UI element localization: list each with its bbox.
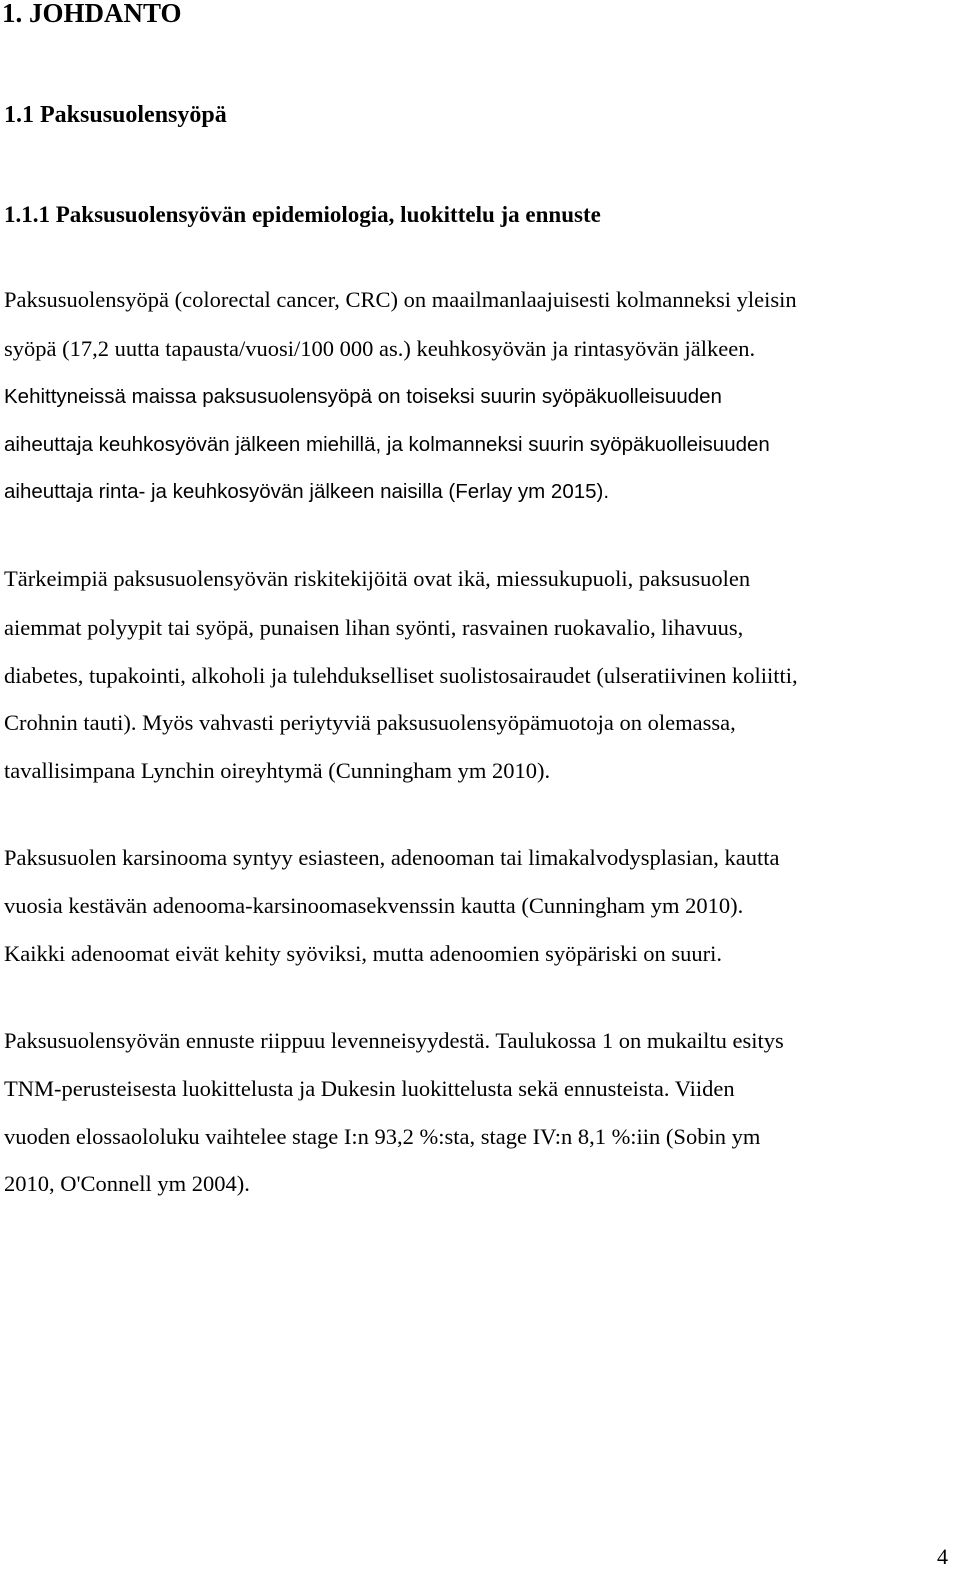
paragraph-line: Kehittyneissä maissa paksusuolensyöpä on toiseksi suurin syöpäkuolleisuuden [4,385,722,408]
paragraph-line: 2010, O'Connell ym 2004). [4,1171,250,1196]
paragraph-line: Paksusuolensyövän ennuste riippuu levenneisyydestä. Taulukossa 1 on mukailtu esitys [4,1028,784,1053]
paragraph-line: aiheuttaja rinta- ja keuhkosyövän jälkeen naisilla (Ferlay ym 2015). [4,480,610,503]
paragraph-line: Crohnin tauti). Myös vahvasti periytyviä paksusuolensyöpämuotoja on olemassa, [4,710,736,735]
paragraph-line: Kaikki adenoomat eivät kehity syöviksi, mutta adenoomien syöpäriski on suuri. [4,941,723,966]
paragraph-line: aiheuttaja keuhkosyövän jälkeen miehillä, ja kolmanneksi suurin syöpäkuolleisuuden [4,433,770,456]
paragraph-line: diabetes, tupakointi, alkoholi ja tulehdukselliset suolistosairaudet (ulseratiivinen koliitti, [4,663,798,688]
paragraph-line: Tärkeimpiä paksusuolensyövän riskitekijöitä ovat ikä, miessukupuoli, paksusuolen [4,566,751,591]
subsection-heading: 1.1.1 Paksusuolensyövän epidemiologia, luokittelu ja ennuste [4,202,601,227]
paragraph-line: syöpä (17,2 uutta tapausta/vuosi/100 000 as.) keuhkosyövän ja rintasyövän jälkeen. [4,336,756,361]
paragraph-line: Paksusuolensyöpä (colorectal cancer, CRC) on maailmanlaajuisesti kolmanneksi yleisin [4,287,797,312]
paragraph-line: aiemmat polyypit tai syöpä, punaisen lihan syönti, rasvainen ruokavalio, lihavuus, [4,615,744,640]
paragraph-line: vuosia kestävän adenooma-karsinoomasekvenssin kautta (Cunningham ym 2010). [4,893,744,918]
paragraph-line: Paksusuolen karsinooma syntyy esiasteen, adenooman tai limakalvodysplasian, kautta [4,845,780,870]
page-number: 4 [937,1544,948,1569]
chapter-heading: 1. JOHDANTO [2,0,182,28]
paragraph-line: TNM-perusteisesta luokittelusta ja Dukesin luokittelusta sekä ennusteista. Viiden [4,1076,735,1101]
section-heading: 1.1 Paksusuolensyöpä [4,102,227,128]
paragraph-line: tavallisimpana Lynchin oireyhtymä (Cunningham ym 2010). [4,758,551,783]
paragraph-line: vuoden elossaololuku vaihtelee stage I:n 93,2 %:sta, stage IV:n 8,1 %:iin (Sobin ym [4,1124,761,1149]
